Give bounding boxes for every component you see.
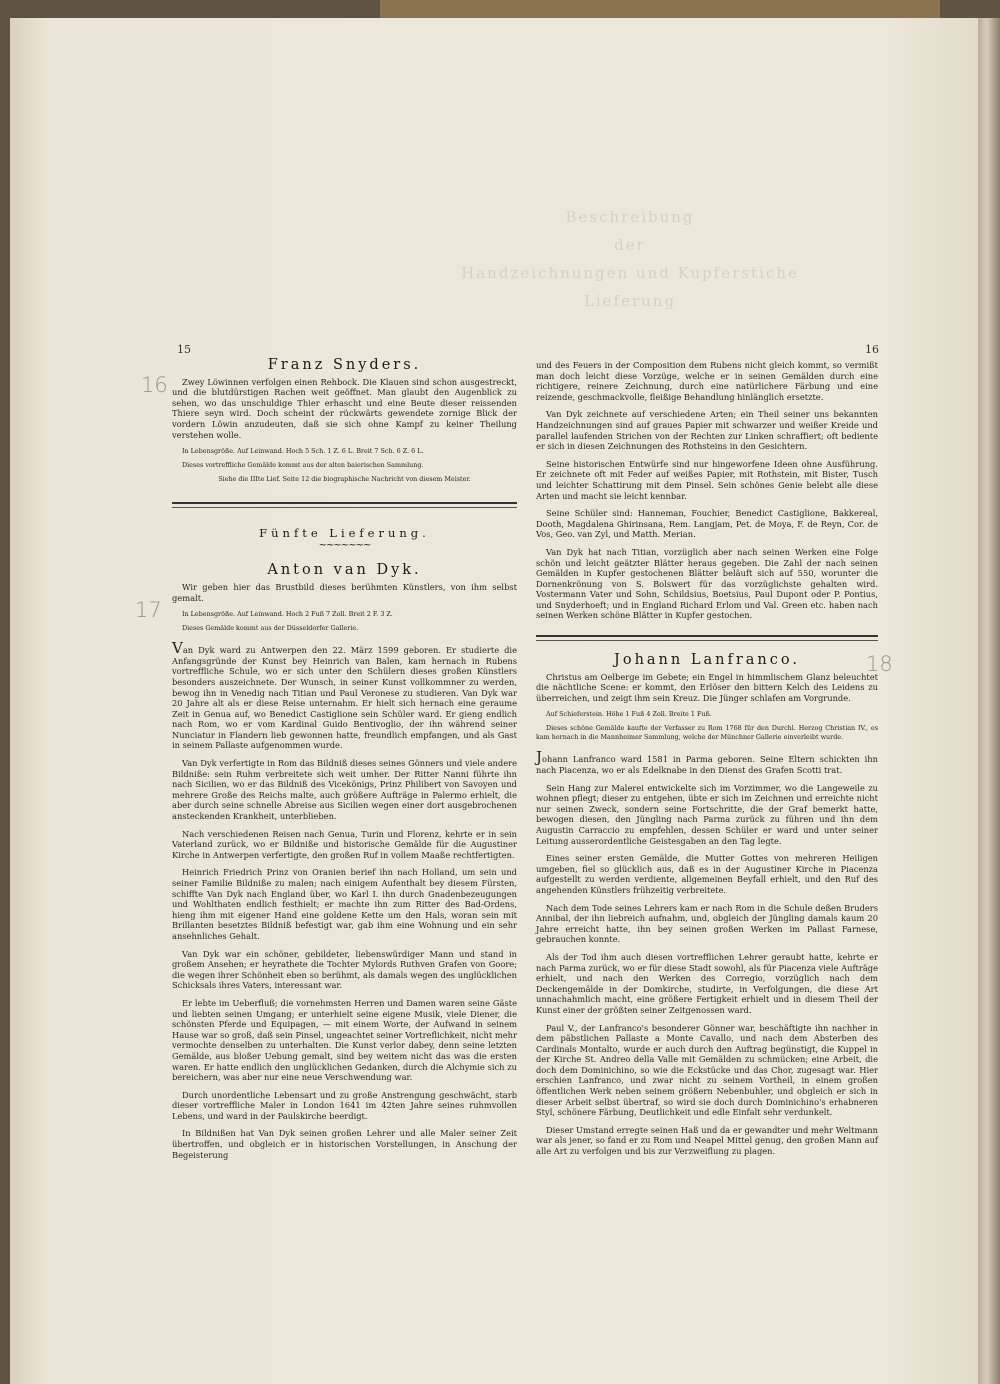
lanfranco-note: Auf Schieferstein. Höhe 1 Fuß 4 Zoll. Breite 1 Fuß. [546, 710, 712, 719]
right-column [536, 360, 878, 1164]
vandyk-intro: Wir geben hier das Brustbild dieses berühmten Künstlers, von ihm selbst gemalt. [172, 581, 517, 603]
bleed-line: Lieferung [583, 292, 677, 310]
lieferung-heading: Fünfte Lieferung. [259, 526, 430, 541]
dropcap-rest: ohann Lanfranco [542, 754, 616, 765]
page-number-left: 15 [177, 343, 191, 356]
lanfranco-paragraph: Paul V., der Lanfranco's besonderer Gönner war, beschäftigte ihn nachher in dem päbstlichen Pallaste a Monte Cavallo, und nach dem Absterben des Cardinals Montalto, wurde er auch durch den Auftrag begünstigt, die Kuppel in der Kirche St. Andreo della Valle mit Gemälden zu schmücken; eine Arbeit, die doch dem Dominichino, so wie die Eckstücke und das Chor, zugesagt war. Hier erschien Lanfranco, und zwar nicht zu seinem Vortheil, in einem großen öffentlichen Werk neben seinem größern Nebenbuhler, und obgleich er sich in dieser Arbeit selbst übertraf, so wird sie doch durch Dominichino's erhabneren Styl, schönere Färbung, Deutlichkeit und edle Einfalt sehr verdunkelt. [536, 1022, 878, 1118]
section-rule [172, 502, 517, 508]
vandyk-paragraph: Nach verschiedenen Reisen nach Genua, Turin und Florenz, kehrte er in sein Vaterland zurück, wo er Bildniße und historische Gemälde für die Augustiner Kirche in Antwerpen verfertigte, den großen Ruf in vollem Maaße rechtfertigten. [172, 828, 517, 860]
snyders-title: Franz Snyders. [267, 357, 422, 373]
vandyk-title: Anton van Dyk. [267, 562, 422, 579]
dropcap: J [536, 748, 543, 767]
lanfranco-paragraph: Sein Hang zur Malerei entwickelte sich im Vorzimmer, wo die Langeweile zu wohnen pflegt; dieser zu entgehen, übte er sich im Zeichnen und erreichte nicht nur seinen Zweck, sondern seine Fortschritte, die der Graf bemerkt hatte, bewogen diesen, den Jüngling nach Parma zurück zu führen und ihn dem Augustin Carraccio zu empfehlen, dessen Schüler er ward und unter seiner Leitung ausserordentliche Geistesgaben an den Tag legte. [536, 782, 878, 846]
lanfranco-intro: Christus am Oelberge im Gebete; ein Engel in himmlischem Glanz beleuchtet die nächtliche Scene: er kommt, den Erlöser den bittern Kelch des Leidens zu überreichen, und zeigt ihm sein Kreuz. Die Jünger schlafen am Vorgrunde. [536, 671, 878, 703]
bleed-line: Beschreibung [565, 208, 695, 226]
lanfranco-note: Dieses schöne Gemälde kaufte der Verfasser zu Rom 1768 für den Durchl. Herzog Christian IV., es kam hernach in die Mannheimer Sammlung, welche der Münchner Gallerie einverleibt wurde. [536, 724, 878, 742]
lanfranco-paragraph [536, 748, 878, 776]
section-rule [536, 635, 878, 641]
pencil-note: 16 [141, 373, 168, 397]
paragraph-text: ward 1581 in Parma geboren. Seine Eltern schickten ihn nach Piacenza, wo er als Edelknabe in den Dienst des Grafen Scotti trat. [536, 754, 878, 776]
dropcap-rest: an Dyk [182, 645, 215, 656]
lanfranco-paragraph: Dieser Umstand erregte seinen Haß und da er gewandter und mehr Weltmann war als jener, so fand er zu Rom und Neapel Mittel genug, den großen Mann auf alle Art zu verfolgen und bis zur Verzweiflung zu plagen. [536, 1124, 878, 1157]
snyders-note: In Lebensgröße. Auf Leinwand. Hoch 5 Sch. 1 Z. 6 L. Breit 7 Sch. 6 Z. 6 L. [182, 447, 424, 456]
vandyk-continued: und des Feuers in der Composition dem Rubens nicht gleich kommt, so vermißt man doch leicht diese Vorzüge, welche er in seinen Gemälden durch eine richtigere, reinere Zeichnung, durch eine natürlichere Färbung und eine reizende, geschmackvolle, fleißige Behandlung hinlänglich ersetzte. [536, 360, 878, 402]
vandyk-paragraph: Van Dyk war ein schöner, gebildeter, liebenswürdiger Mann und stand in großem Ansehen; er heyrathete die Tochter Mylords Ruthven Grafen von Goore; die wegen ihrer Schönheit eben so berühmt, als damals wegen des unglücklichen Schicksals ihres Vaters, interessant war. [172, 948, 517, 991]
paragraph-text: ward zu Antwerpen den 22. März 1599 geboren. Er studierte die Anfangsgründe der Kunst bey Heinrich van Balen, kam hernach in Rubens vortreffliche Schule, wo er sich unter den Schülern dieses großen Künstlers besonders auszeichnete. Der Wunsch, in seiner Kunst vollkommner zu werden, bewog ihn in Venedig nach Titian und Paul Veronese zu studieren. Van Dyk war 20 Jahre alt als er diese Reise unternahm. Er hielt sich hernach eine geraume Zeit in Genua auf, wo Benedict Castiglione sein Schüler ward. Er gieng endlich nach Rom, wo er vom Kardinal Guido Bentivoglio, der ihn während seiner Nunciatur in Flandern lieb gewonnen hatte, freundlich empfangen, und als Gast in seinem Pallaste aufgenommen wurde. [172, 645, 517, 751]
ornament: ~~~~~~~ [318, 539, 371, 551]
vandyk-note: In Lebensgröße. Auf Leinwand. Hoch 2 Fuß 7 Zoll. Breit 2 F. 3 Z. [182, 610, 393, 619]
vandyk-note: Dieses Gemälde kommt aus der Düsseldorfer Gallerie. [182, 624, 359, 633]
lanfranco-paragraph: Eines seiner ersten Gemälde, die Mutter Gottes von mehreren Heiligen umgeben, fiel so glücklich aus, daß es in der Augustiner Kirche in Piacenza aufgestellt zu werden verdiente, allgemeinen Beyfall erhielt, und den Ruf des angehenden Künstlers frühzeitig verbreitete. [536, 853, 878, 895]
vandyk-paragraph: In Bildnißen hat Van Dyk seinen großen Lehrer und alle Maler seiner Zeit übertroffen, und obgleich er in historischen Vorstellungen, in Anschung der Begeisterung [172, 1128, 517, 1160]
page-edge [978, 18, 1000, 1384]
vandyk-paragraph: Seine Schüler sind: Hanneman, Fouchier, Benedict Castiglione, Bakkereal, Dooth, Magdalena Ghirinsana, Rem. Langjam, Pet. de Moya, F. de Reyn, Cor. de Vos, Geo. van Zyl, und Matth. Merian. [536, 508, 878, 540]
vandyk-paragraph: Van Dyk verfertigte in Rom das Bildniß dieses seines Gönners und viele andere Bildniße: sein Ruhm verbreitete sich weit umher. Der Ritter Nanni führte ihn nach Sicilien, wo er das Bildniß des Vicekönigs, Prinz Philibert von Savoyen und mehrere Große des Reichs malte, auch größere Aufträge in Palermo erhielt, die aber durch seine schnelle Abreise aus Sicilien wegen einer dort ausgebrochenen ansteckenden Krankheit, unterblieben. [172, 758, 517, 822]
snyders-note: Dieses vortreffliche Gemälde kommt aus der alten baierischen Sammlung. [182, 461, 424, 470]
vandyk-paragraph [172, 639, 517, 751]
lanfranco-title: Johann Lanfranco. [614, 652, 800, 669]
lanfranco-paragraph: Als der Tod ihm auch diesen vortrefflichen Lehrer geraubt hatte, kehrte er nach Parma zurück, wo er für diese Stadt sowohl, als für Piacenza viele Aufträge erhielt, und nach den Werken des Corregio, vorzüglich nach dem Deckengemälde in der Domkirche, studirte, in Verfolgungen, die diese Art unnachahmlich macht, eine größere Fertigkeit erhielt und in diesem Theil der Kunst einer der größten seiner Zeitgenossen ward. [536, 951, 878, 1015]
vandyk-paragraph: Seine historischen Entwürfe sind nur hingeworfene Ideen ohne Ausführung. Er zeichnete oft mit Feder auf weißes Papier, mit Rothstein, mit Bister, Tusch und leichter Schattirung mit dem Pinsel. Sein schönes Genie belebt alle diese Arten und macht sie leicht kennbar. [536, 458, 878, 501]
lanfranco-paragraph: Nach dem Tode seines Lehrers kam er nach Rom in die Schule deßen Bruders Annibal, der ihn liebreich aufnahm, und, obgleich der Jüngling damals kaum 20 Jahre erreicht hatte, ihn bey seinen großen Werken im Pallast Farnese, gebrauchen konnte. [536, 902, 878, 945]
snyders-text: Zwey Löwinnen verfolgen einen Rehbock. Die Klauen sind schon ausgestreckt, und die blutdürstigen Rachen weit geöffnet. Man glaubt den Augenblick zu sehen, wo das unschuldige Thier erhascht und eine Beute dieser reissenden Thiere seyn wird. Doch scheint der rückwärts gewendete zornige Blick der vordern Löwin anzudeuten, daß sie sich ohne Kampf zu keiner Theilung verstehen wolle. [172, 376, 517, 440]
pencil-note: 17 [135, 598, 162, 622]
snyders-note: Siehe die IIIte Lief. Seite 12 die biographische Nachricht von diesem Meister. [218, 475, 471, 484]
pencil-note: 18 [866, 652, 893, 676]
vandyk-paragraph: Heinrich Friedrich Prinz von Oranien berief ihn nach Holland, um sein und seiner Familie Bildniße zu malen; nach einigem Aufenthalt bey diesem Fürsten, schiffte Van Dyk nach England über, wo Karl I. ihn durch Gnadenbezeugungen und Wohlthaten endlich festhielt; er machte ihn zum Ritter des Bad-Ordens, hieng ihm mit eigener Hand eine goldene Kette um den Hals, woran sein mit Brillanten besetztes Bildniß befestigt war, gab ihm eine Wohnung und ein sehr ansehnliches Gehalt. [172, 867, 517, 941]
vandyk-paragraph: Van Dyk zeichnete auf verschiedene Arten; ein Theil seiner uns bekannten Handzeichnungen sind auf graues Papier mit schwarzer und weißer Kreide und parallel laufenden Strichen von der Rechten zur Linken schraffiert; oft bediente er sich in diesen Zeichnungen des Rothsteins in den Gesichtern. [536, 409, 878, 452]
bleed-through-text [450, 200, 810, 318]
bleed-line: der [614, 236, 646, 254]
bleed-line: Handzeichnungen und Kupferstiche [461, 264, 799, 282]
left-column [172, 357, 517, 1167]
vandyk-paragraph: Van Dyk hat nach Titian, vorzüglich aber nach seinen Werken eine Folge schön und leicht geätzter Blätter heraus gegeben. Die Zahl der nach seinen Gemälden in Kupfer gestochenen Blätter beläuft sich auf 550, worunter die Dornenkrönung von S. Bolswert für das vorzüglichste gehalten wird. Vostermann Vater und Sohn, Schildsius, Boetsius, Paul Dupont oder P. Pontius, und Snyderhoeft; und in England Richard Erlom und Val. Green etc. haben nach seinen Werken schöne Blätter in Kupfer gestochen. [536, 546, 878, 621]
vandyk-paragraph: Durch unordentliche Lebensart und zu große Anstrengung geschwächt, starb dieser vortreffliche Maler in London 1641 im 42ten Jahre seines ruhmvollen Lebens, und ward in der Paulskirche beerdigt. [172, 1089, 517, 1121]
page-number-right: 16 [865, 343, 879, 356]
dropcap: V [172, 639, 183, 658]
vandyk-paragraph: Er lebte im Ueberfluß; die vornehmsten Herren und Damen waren seine Gäste und liebten seinen Umgang; er unterhielt seine eigene Musik, viele Diener, die schönsten Pferde und Equipagen, — mit einem Worte, der Aufwand in seinem Hause war so groß, daß sein Pinsel, ungeachtet seiner Vortreflichkeit, nicht mehr vermochte denselben zu unterhalten. Die Kunst verlor dabey, denn seine letzten Gemälde, aus bloßer Uebung gemalt, sind bey weitem nicht das was die ersten waren. Er hatte endlich den unglücklichen Gedanken, durch die Alchymie sich zu bereichern, was aber nur eine neue Verschwendung war. [172, 997, 517, 1083]
